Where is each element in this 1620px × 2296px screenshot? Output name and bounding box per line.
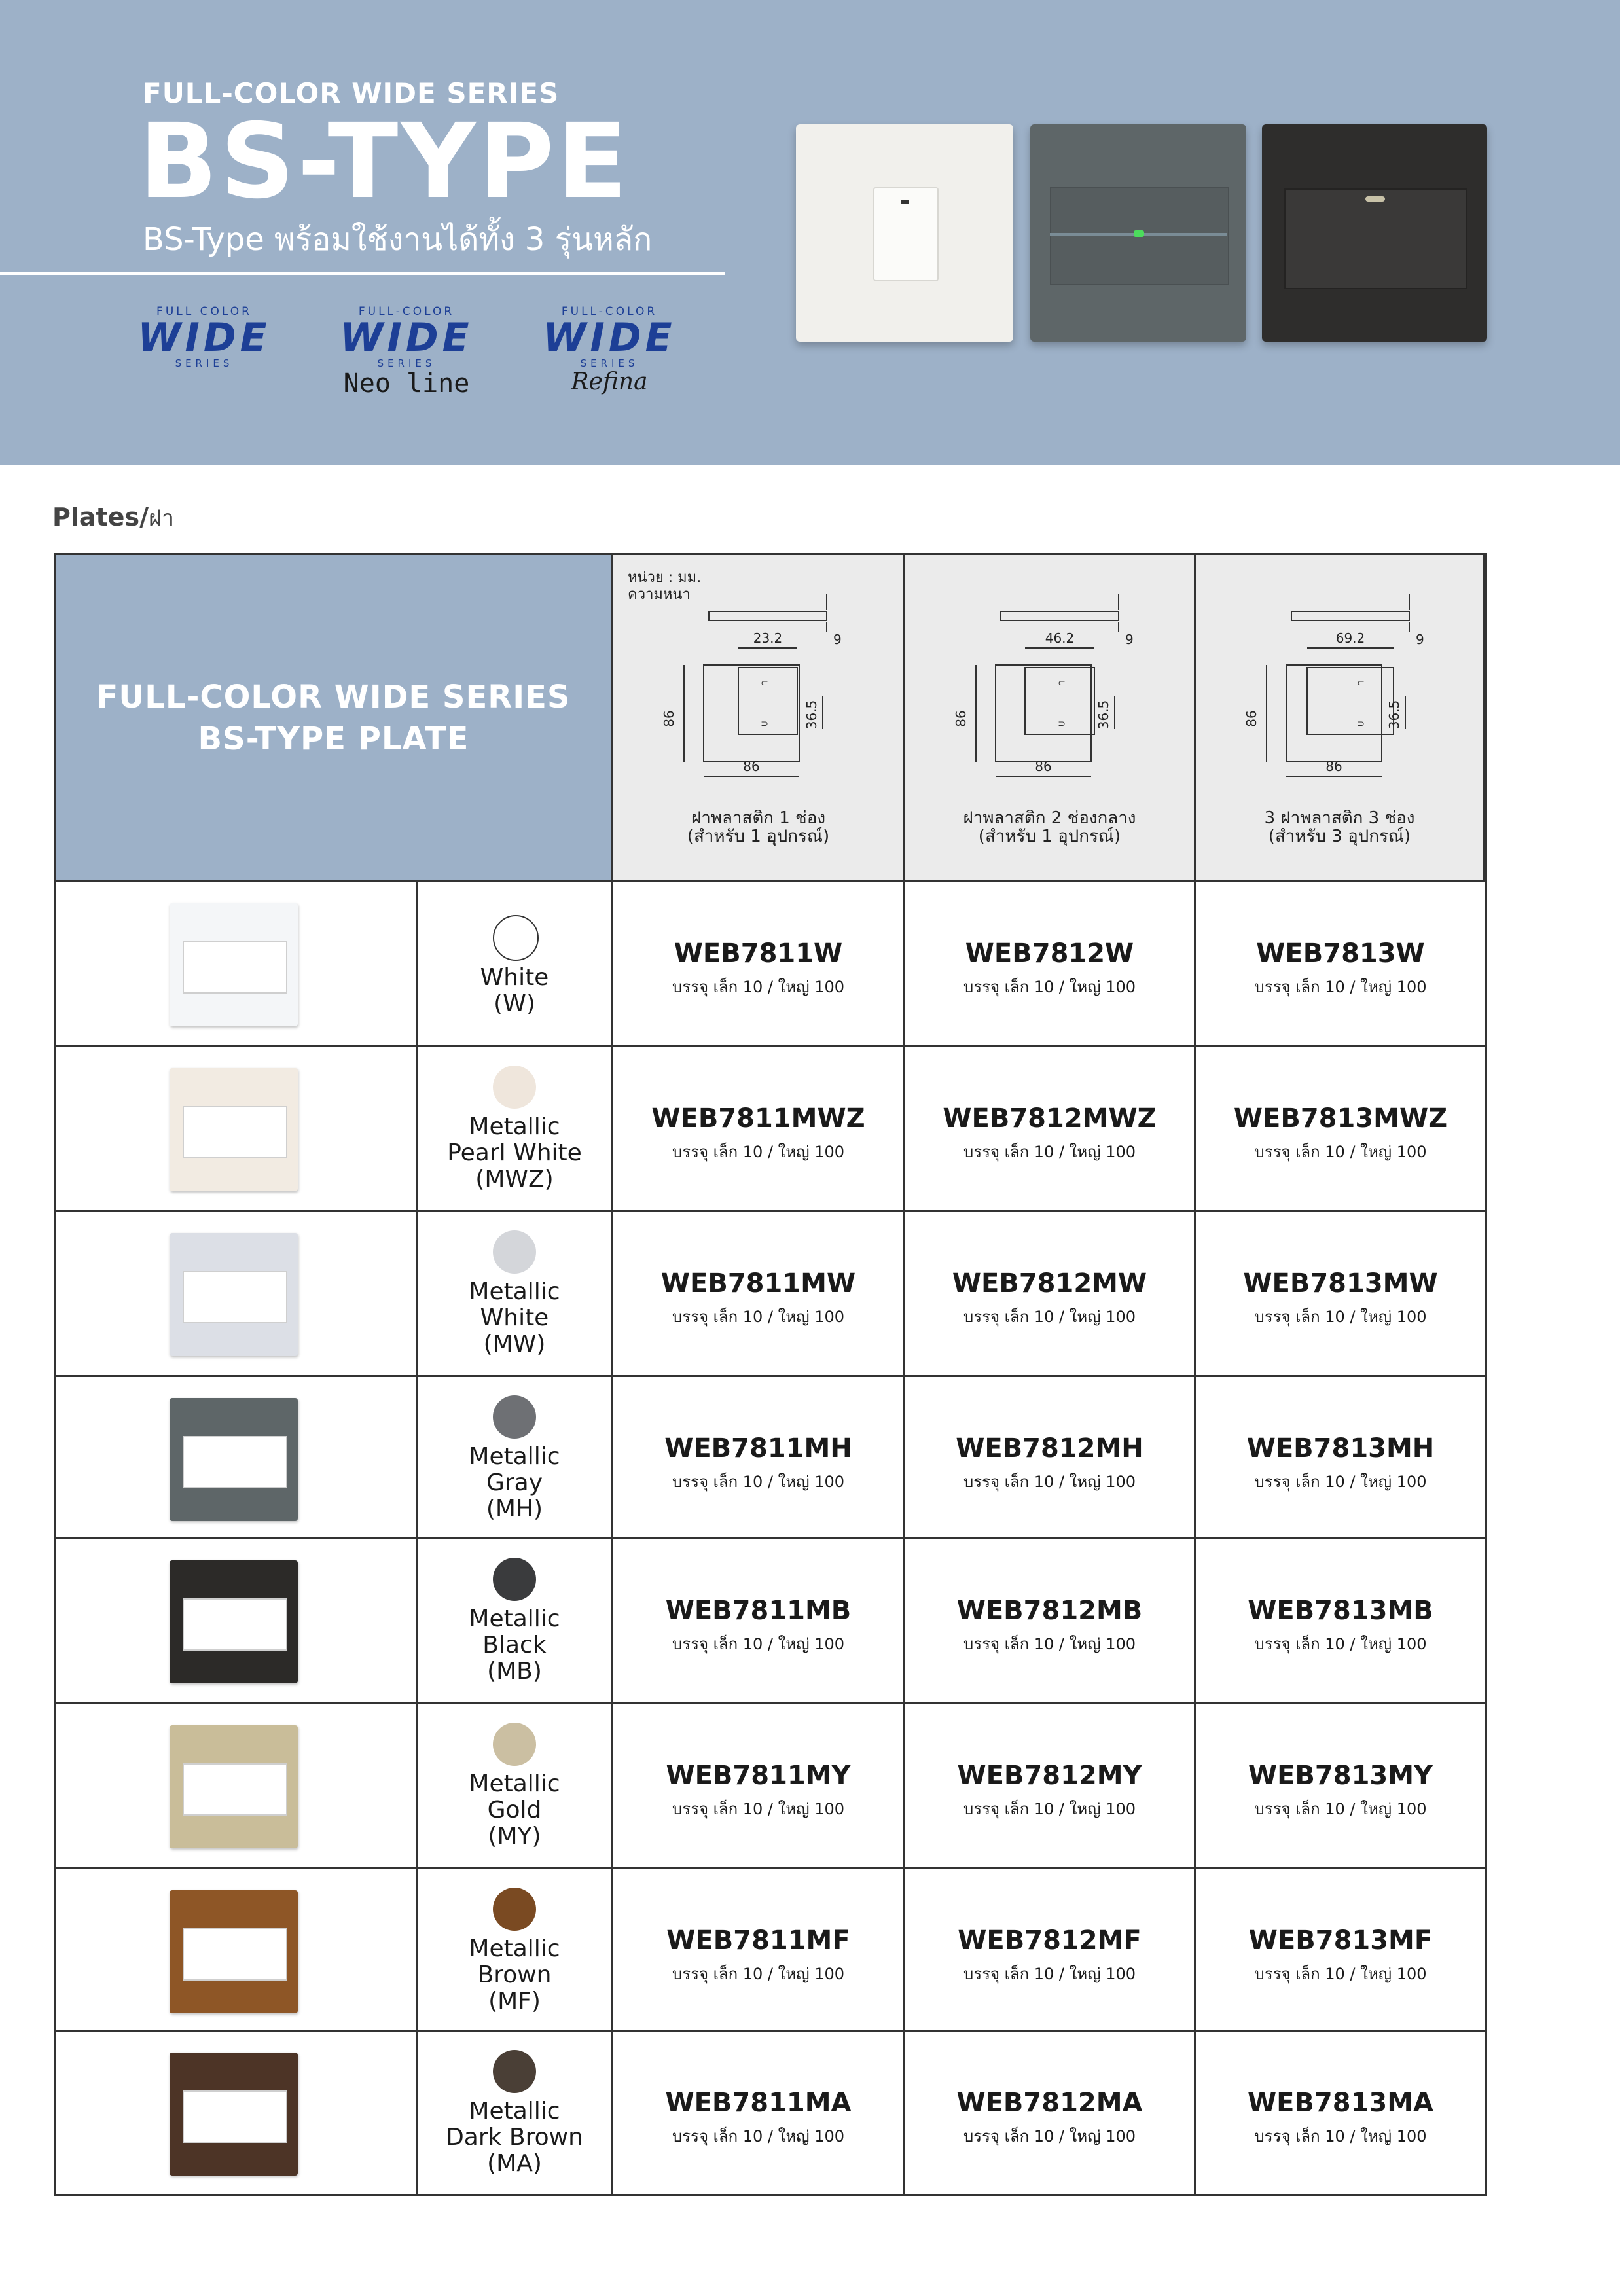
svg-text:⊂: ⊂ [1058,678,1066,689]
diagram-caption: ฝาพลาสติก 2 ช่องกลาง (สำหรับ 1 อุปกรณ์) [963,808,1136,846]
product-code: WEB7812MF [958,1926,1142,1956]
color-name: Metallic White (MW) [469,1278,560,1357]
dimension-diagram [905,555,1193,797]
color-cell [418,2032,613,2194]
product-code: WEB7811W [674,939,843,969]
color-swatch [493,1066,536,1109]
thickness-label: 9 [833,632,842,647]
plate-image-cell [56,882,418,1045]
plate-image-cell [56,1704,418,1867]
plate-image-cell [56,2032,418,2194]
packing-info: บรรจุ เล็ก 10 / ใหญ่ 100 [672,2127,845,2145]
color-cell [418,1212,613,1375]
header-banner [0,0,1620,465]
packing-info: บรรจุ เล็ก 10 / ใหญ่ 100 [963,1965,1136,1983]
table-row [56,2032,1485,2194]
wide-refina-logo: FULL-COLOR WIDE SERIES Refina [543,305,676,395]
color-cell [418,1047,613,1210]
table-row [56,882,1485,1047]
plate-thumbnail [170,1233,298,1356]
packing-info: บรรจุ เล็ก 10 / ใหญ่ 100 [1254,1635,1427,1653]
color-cell [418,882,613,1045]
packing-info: บรรจุ เล็ก 10 / ใหญ่ 100 [672,1635,845,1653]
section-label: Plates/ฝา [52,503,174,531]
plate-thumbnail [170,1560,298,1683]
product-code: WEB7811MW [660,1268,856,1299]
product-code: WEB7811MY [666,1761,851,1791]
height-label: 86 [1244,710,1259,727]
product-code-cell [613,2032,905,2194]
product-code-cell [613,1704,905,1867]
white-switch-photo [796,124,1013,342]
product-code: WEB7813MF [1248,1926,1433,1956]
table-row [56,1539,1485,1704]
color-swatch [493,1888,536,1931]
packing-info: บรรจุ เล็ก 10 / ใหญ่ 100 [963,978,1136,996]
diagram-caption: 3 ฝาพลาสติก 3 ช่อง (สำหรับ 3 อุปกรณ์) [1264,808,1415,846]
product-code: WEB7813MH [1246,1433,1435,1463]
product-code: WEB7813MB [1248,1596,1433,1626]
plate-thumbnail [170,1068,298,1191]
plate-thumbnail [170,2053,298,2176]
wide-series-logo: FULL COLOR WIDE SERIES [137,305,271,369]
packing-info: บรรจุ เล็ก 10 / ใหญ่ 100 [672,1800,845,1818]
product-code-cell [1196,1377,1485,1537]
product-code-cell [905,1212,1196,1375]
color-name: Metallic Black (MB) [469,1605,560,1685]
product-code: WEB7812W [965,939,1134,969]
inner-label: 36.5 [1386,700,1402,730]
width-label: 69.2 [1335,630,1365,646]
color-swatch [493,2050,536,2093]
plate-image-cell [56,1212,418,1375]
width-label: 23.2 [753,630,783,646]
table-row [56,1704,1485,1869]
product-code-cell [613,1539,905,1702]
color-name: Metallic Gray (MH) [469,1443,560,1522]
base-label: 86 [1035,759,1052,774]
color-swatch [493,1395,536,1439]
product-code-cell [905,1539,1196,1702]
plate-thumbnail [170,1398,298,1521]
product-code-cell [613,882,905,1045]
color-cell [418,1704,613,1867]
svg-text:⊂: ⊂ [761,678,768,689]
width-label: 46.2 [1045,630,1075,646]
diagram-caption: ฝาพลาสติก 1 ช่อง (สำหรับ 1 อุปกรณ์) [687,808,830,846]
wide-neoline-logo: FULL-COLOR WIDE SERIES Neo line [340,305,473,399]
plate-image-cell [56,1869,418,2030]
product-code-cell [1196,882,1485,1045]
color-swatch [493,915,539,961]
dimension-diagram-cell [613,555,905,882]
header-title-line1: FULL-COLOR WIDE SERIES [96,678,571,715]
product-code-cell [1196,1047,1485,1210]
svg-text:⊃: ⊃ [1357,719,1365,729]
header-title-line2: BS-TYPE PLATE [198,720,469,757]
color-name: Metallic Gold (MY) [469,1770,560,1850]
color-name: Metallic Pearl White (MWZ) [447,1113,582,1193]
thickness-label: 9 [1125,632,1134,647]
product-code: WEB7813MW [1243,1268,1438,1299]
packing-info: บรรจุ เล็ก 10 / ใหญ่ 100 [963,1800,1136,1818]
product-code-cell [613,1377,905,1537]
table-row [56,1869,1485,2032]
plate-image-cell [56,1539,418,1702]
height-label: 86 [953,710,969,727]
table-row [56,1212,1485,1377]
product-code: WEB7811MB [665,1596,852,1626]
series-eyebrow: FULL-COLOR WIDE SERIES [143,77,560,109]
product-code-cell [905,882,1196,1045]
product-code: WEB7812MW [952,1268,1147,1299]
page-title: BS-TYPE [139,101,630,222]
packing-info: บรรจุ เล็ก 10 / ใหญ่ 100 [1254,2127,1427,2145]
packing-info: บรรจุ เล็ก 10 / ใหญ่ 100 [1254,978,1427,996]
color-swatch [493,1723,536,1766]
product-code: WEB7811MF [666,1926,850,1956]
packing-info: บรรจุ เล็ก 10 / ใหญ่ 100 [963,1635,1136,1653]
packing-info: บรรจุ เล็ก 10 / ใหญ่ 100 [963,1143,1136,1161]
color-name: White (W) [480,964,549,1017]
packing-info: บรรจุ เล็ก 10 / ใหญ่ 100 [1254,1800,1427,1818]
product-code: WEB7812MA [956,2088,1143,2118]
page-subtitle: BS-Type พร้อมใช้งานได้ทั้ง 3 รุ่นหลัก [143,221,653,258]
unit-label: หน่วย : มม. ความหนา [628,569,702,603]
color-cell [418,1539,613,1702]
height-label: 86 [661,710,677,727]
product-code-cell [905,1704,1196,1867]
product-code-cell [613,1212,905,1375]
color-swatch [493,1558,536,1601]
color-cell [418,1869,613,2030]
product-code-cell [905,1377,1196,1537]
product-code: WEB7811MWZ [651,1103,865,1134]
plate-thumbnail [170,903,298,1026]
packing-info: บรรจุ เล็ก 10 / ใหญ่ 100 [963,1308,1136,1326]
packing-info: บรรจุ เล็ก 10 / ใหญ่ 100 [672,978,845,996]
inner-label: 36.5 [804,700,819,730]
gray-switch-photo [1030,124,1246,342]
plate-image-cell [56,1047,418,1210]
table-row [56,1377,1485,1539]
color-name: Metallic Brown (MF) [469,1935,560,2015]
svg-text:⊃: ⊃ [1058,719,1066,729]
packing-info: บรรจุ เล็ก 10 / ใหญ่ 100 [672,1473,845,1491]
packing-info: บรรจุ เล็ก 10 / ใหญ่ 100 [672,1143,845,1161]
packing-info: บรรจุ เล็ก 10 / ใหญ่ 100 [672,1308,845,1326]
product-code-cell [613,1047,905,1210]
product-code-cell [1196,1212,1485,1375]
product-code-cell [905,2032,1196,2194]
product-code: WEB7812MY [957,1761,1142,1791]
table-row [56,1047,1485,1212]
product-code: WEB7813MWZ [1233,1103,1448,1134]
plates-table [54,553,1487,2196]
plate-image-cell [56,1377,418,1537]
product-code-cell [1196,1704,1485,1867]
product-code: WEB7812MWZ [943,1103,1157,1134]
packing-info: บรรจุ เล็ก 10 / ใหญ่ 100 [672,1965,845,1983]
color-cell [418,1377,613,1537]
packing-info: บรรจุ เล็ก 10 / ใหญ่ 100 [1254,1473,1427,1491]
dimension-diagram-cell [905,555,1196,882]
product-code-cell [1196,1869,1485,2030]
dimension-diagram [613,555,901,797]
product-code: WEB7811MA [665,2088,852,2118]
product-code-cell [905,1869,1196,2030]
product-code-cell [1196,1539,1485,1702]
product-code: WEB7812MB [956,1596,1143,1626]
base-label: 86 [1325,759,1342,774]
product-code-cell [613,1869,905,2030]
product-code: WEB7813MY [1248,1761,1433,1791]
product-code-cell [1196,2032,1485,2194]
svg-text:⊃: ⊃ [761,719,768,729]
color-name: Metallic Dark Brown (MA) [446,2098,583,2177]
table-header-title-cell [56,555,613,882]
thickness-label: 9 [1416,632,1424,647]
banner-divider [0,272,725,275]
packing-info: บรรจุ เล็ก 10 / ใหญ่ 100 [963,2127,1136,2145]
product-code-cell [905,1047,1196,1210]
color-swatch [493,1230,536,1274]
plate-thumbnail [170,1725,298,1848]
packing-info: บรรจุ เล็ก 10 / ใหญ่ 100 [1254,1143,1427,1161]
dimension-diagram [1196,555,1484,797]
svg-text:⊂: ⊂ [1357,678,1365,689]
dimension-diagram-cell [1196,555,1485,882]
packing-info: บรรจุ เล็ก 10 / ใหญ่ 100 [1254,1965,1427,1983]
inner-label: 36.5 [1096,700,1111,730]
product-code: WEB7811MH [664,1433,852,1463]
product-code: WEB7812MH [956,1433,1143,1463]
base-label: 86 [743,759,760,774]
plate-thumbnail [170,1890,298,2013]
product-code: WEB7813MA [1247,2088,1434,2118]
packing-info: บรรจุ เล็ก 10 / ใหญ่ 100 [1254,1308,1427,1326]
black-switch-photo [1262,124,1487,342]
packing-info: บรรจุ เล็ก 10 / ใหญ่ 100 [963,1473,1136,1491]
product-code: WEB7813W [1256,939,1425,969]
